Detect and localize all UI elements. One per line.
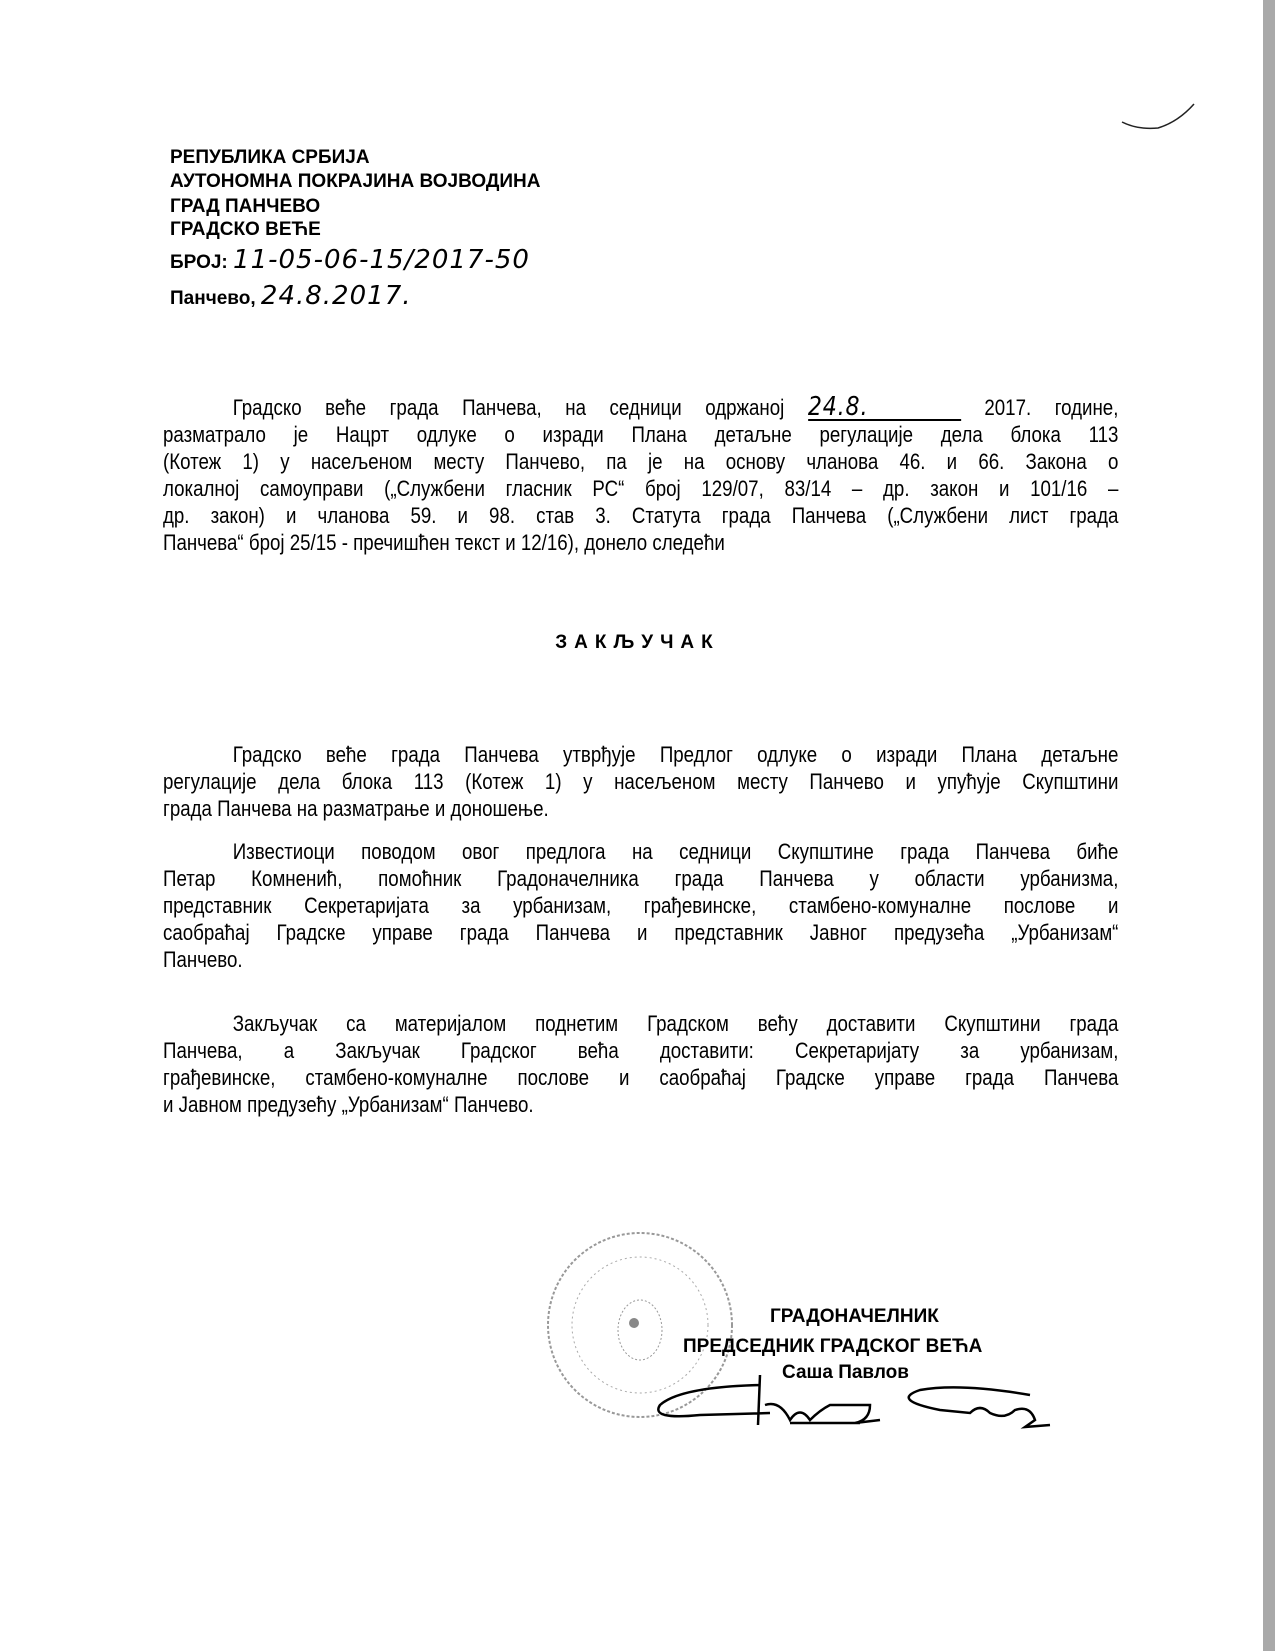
header-line-1: РЕПУБЛИКА СРБИЈА: [170, 147, 370, 168]
paragraph-2: [163, 838, 1118, 973]
intro-line: Панчева“ број 25/15 - пречишћен текст и 12/16), донело следећи: [163, 530, 725, 555]
intro-end: 2017. године,: [984, 395, 1119, 420]
paragraph-line: Закључак са материјалом поднетим Градском већу доставити Скупштини града: [232, 1011, 1119, 1036]
intro-line: др. закон) и чланова 59. и 98. став 3. Статута града Панчева („Службени лист града: [163, 503, 1119, 528]
number-label: БРОЈ:: [170, 252, 228, 273]
number-value: 11-05-06-15/2017-50: [233, 245, 530, 275]
paragraph-line: Петар Комненић, помоћник Градоначелника града Панчева у области урбанизма,: [163, 866, 1119, 891]
paragraph-line: Панчева, а Закључак Градског већа доставити: Секретаријату за урбанизам,: [163, 1038, 1119, 1063]
intro-line: (Котеж 1) у насељеном месту Панчево, па је на основу чланова 46. и 66. Закона о: [163, 449, 1119, 474]
paragraph-line: саобраћај Градске управе града Панчева и представник Јавног предузећа „Урбанизам“: [163, 920, 1119, 945]
paragraph-line: Известиоци поводом овог предлога на седници Скупштине града Панчева биће: [232, 839, 1119, 864]
intro-line: локалној самоуправи („Службени гласник РС“ број 129/07, 83/14 – др. закон и 101/16 –: [163, 476, 1119, 501]
paragraph-line: Градско веће града Панчева утврђује Предлог одлуке о изради Плана детаљне: [232, 742, 1119, 767]
session-date-blank: [807, 392, 961, 422]
paragraph-line: регулације дела блока 113 (Котеж 1) у насељеном месту Панчево и упућује Скупштини: [163, 769, 1119, 794]
session-date: 24.8.: [807, 392, 869, 422]
paragraph-line: грађевинске, стамбено-комуналне послове и саобраћај Градске управе града Панчева: [163, 1065, 1119, 1090]
intro-paragraph: [163, 394, 1118, 556]
paragraph-3: [163, 1010, 1118, 1118]
place-label: Панчево,: [170, 288, 256, 309]
intro-line: разматрало је Нацрт одлуке о изради Плана детаљне регулације дела блока 113: [163, 422, 1119, 447]
signatory-title-2: ПРЕДСЕДНИК ГРАДСКОГ ВЕЋА: [683, 1336, 983, 1357]
check-mark: [1118, 100, 1198, 140]
paragraph-line: и Јавном предузећу „Урбанизам“ Панчево.: [163, 1092, 534, 1117]
header-line-4: ГРАДСКО ВЕЋЕ: [170, 219, 321, 240]
paragraph-line: представник Секретаријата за урбанизам, грађевинске, стамбено-комуналне послове и: [163, 893, 1119, 918]
date-value: 24.8.2017.: [260, 281, 412, 311]
document-number: [170, 245, 530, 275]
intro-line-1: [163, 394, 1118, 421]
intro-start: Градско веће града Панчева, на седници одржаној: [232, 395, 785, 420]
document-place-date: [170, 281, 412, 311]
document-title: ЗАКЉУЧАК: [555, 632, 720, 653]
paragraph-line: града Панчева на разматрање и доношење.: [163, 796, 549, 821]
scan-edge: [1263, 0, 1275, 1651]
header-line-3: ГРАД ПАНЧЕВО: [170, 196, 321, 217]
signatory-name: Саша Павлов: [782, 1362, 909, 1383]
header-line-2: АУТОНОМНА ПОКРАЈИНА ВОЈВОДИНА: [170, 171, 541, 192]
signatory-title-1: ГРАДОНАЧЕЛНИК: [770, 1306, 939, 1327]
paragraph-1: [163, 741, 1118, 822]
paragraph-line: Панчево.: [163, 947, 243, 972]
handwritten-signature: [640, 1365, 1060, 1445]
